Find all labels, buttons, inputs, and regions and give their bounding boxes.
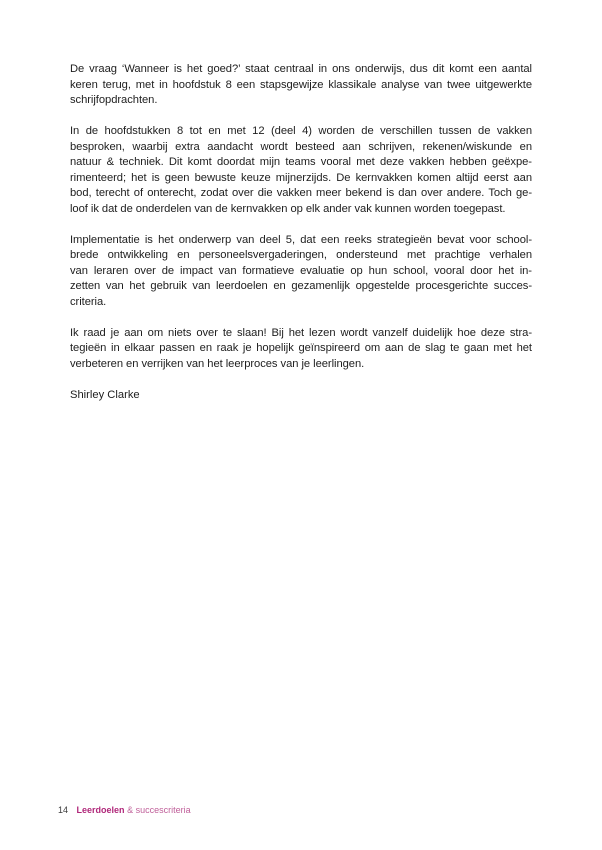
page-footer <box>58 804 191 816</box>
text-line: Implementatie is het onderwerp van deel 5, dat een reeks strategieën bevat voor school- <box>70 233 532 246</box>
text-line: bod, terecht of onterecht, zodat over die vakken meer bekend is dan over andere. Toch ge- <box>70 187 532 199</box>
text-line: van leraren over de impact van formatieve evaluatie op hun school, vooral door het in- <box>70 264 532 277</box>
text-line: verbeteren en verrijken van het leerproces van je leerlingen. <box>70 357 365 370</box>
running-title-rest: & succescriteria <box>127 805 191 815</box>
author-signature: Shirley Clarke <box>70 388 140 401</box>
text-line: brede ontwikkeling en personeelsvergaderingen, ondersteund met prachtige verhalen <box>70 249 532 261</box>
text-line: keren terug, met in hoofdstuk 8 een stapsgewijze klassikale analyse van twee uitgewerkte <box>70 78 532 91</box>
page-number: 14 <box>58 805 69 815</box>
text-line: tegieën in elkaar passen en raak je hopelijk geïnspireerd om aan de slag te gaan met het <box>70 342 532 354</box>
text-line: Ik raad je aan om niets over te slaan! Bij het lezen wordt vanzelf duidelijk hoe deze stra- <box>70 326 532 339</box>
paragraph-2 <box>70 124 532 217</box>
paragraph-3 <box>70 233 532 311</box>
text-line: natuur & techniek. Dit komt doordat mijn teams vooral met deze vakken hebben geëxpe- <box>70 156 532 168</box>
running-title-bold: Leerdoelen <box>76 805 125 815</box>
text-line: In de hoofdstukken 8 tot en met 12 (deel 4) worden de verschillen tussen de vakken <box>70 125 532 137</box>
text-line: besproken, waarbij extra aandacht wordt besteed aan schrijven, rekenen/wiskunde en <box>70 140 532 153</box>
text-line: loof ik dat de onderdelen van de kernvakken op elk ander vak kunnen worden toegepast. <box>70 202 506 215</box>
paragraph-4 <box>70 326 532 373</box>
text-line: criteria. <box>70 295 107 308</box>
text-line: rimenteerd; het is geen bewuste keuze mijnerzijds. De kernvakken komen altijd eerst aan <box>70 171 532 184</box>
text-line: schrijfopdrachten. <box>70 94 158 106</box>
text-line: De vraag ‘Wanneer is het goed?’ staat centraal in ons onderwijs, dus dit komt een aantal <box>70 63 532 75</box>
body-text <box>70 62 532 403</box>
text-line: zetten van het gebruik van leerdoelen en gezamenlijk opgestelde procesgerichte succes- <box>70 280 532 292</box>
paragraph-1 <box>70 62 532 109</box>
